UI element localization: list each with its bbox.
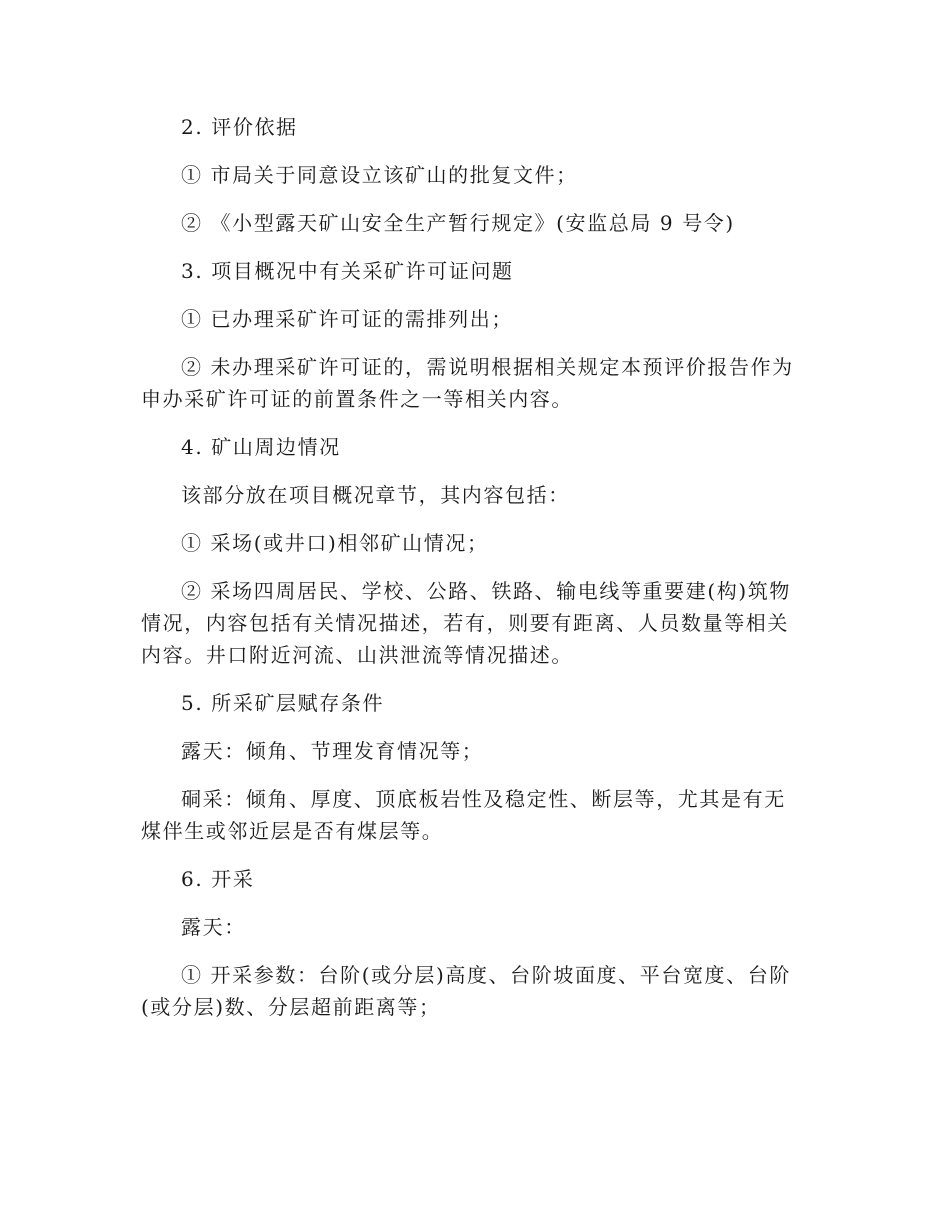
list-item: ② 未办理采矿许可证的，需说明根据相关规定本预评价报告作为申办采矿许可证的前置条件之一等相关内容。	[141, 355, 794, 411]
body-paragraph: 露天：	[181, 915, 246, 939]
list-item: ① 已办理采矿许可证的需排列出；	[181, 307, 513, 331]
body-paragraph: 该部分放在项目概况章节，其内容包括：	[181, 483, 570, 507]
section-heading-mining: 6. 开采	[181, 867, 255, 891]
list-item: ② 《小型露天矿山安全生产暂行规定》(安监总局 9 号令)	[181, 211, 735, 235]
section-heading-surroundings: 4. 矿山周边情况	[181, 435, 341, 459]
section-heading-basis: 2. 评价依据	[181, 115, 298, 139]
list-item: ② 采场四周居民、学校、公路、铁路、输电线等重要建(构)筑物情况，内容包括有关情况描述，若有，则要有距离、人员数量等相关内容。井口附近河流、山洪泄流等情况描述。	[141, 579, 791, 667]
document-body	[141, 111, 806, 1039]
list-item: ① 开采参数：台阶(或分层)高度、台阶坡面度、平台宽度、台阶(或分层)数、分层超前距离等；	[141, 963, 791, 1019]
section-heading-license: 3. 项目概况中有关采矿许可证问题	[181, 259, 514, 283]
body-paragraph: 露天：倾角、节理发育情况等；	[181, 739, 484, 763]
section-heading-ore-conditions: 5. 所采矿层赋存条件	[181, 691, 385, 715]
body-paragraph: 硐采：倾角、厚度、顶底板岩性及稳定性、断层等，尤其是有无煤伴生或邻近层是否有煤层等。	[141, 787, 786, 843]
list-item: ① 采场(或井口)相邻矿山情况；	[181, 531, 489, 555]
list-item: ① 市局关于同意设立该矿山的批复文件；	[181, 163, 578, 187]
